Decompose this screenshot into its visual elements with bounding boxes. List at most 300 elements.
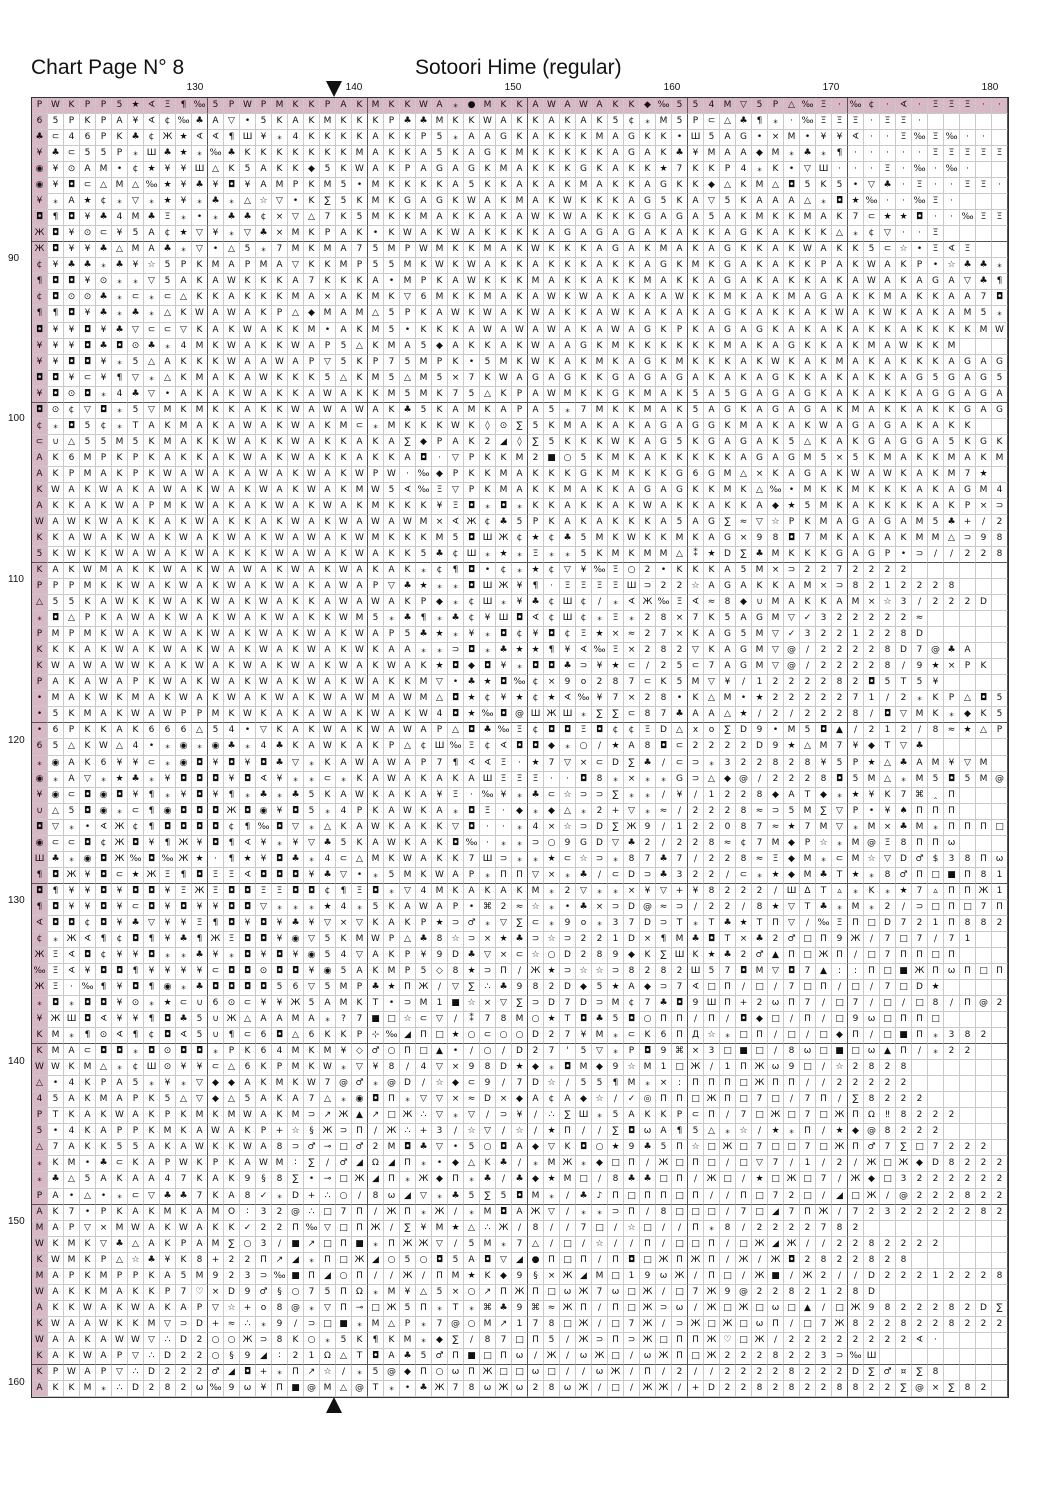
grid-cell: △ <box>64 611 80 627</box>
grid-cell: A <box>112 563 128 579</box>
grid-cell: ◘ <box>624 1253 640 1269</box>
grid-cell: ◘ <box>224 756 240 772</box>
grid-cell: M <box>752 178 768 194</box>
grid-cell: Π <box>688 1189 704 1205</box>
grid-cell: K <box>480 162 496 178</box>
grid-cell: □ <box>896 980 912 996</box>
grid-cell: M <box>752 210 768 226</box>
grid-cell: 4 <box>736 162 752 178</box>
grid-cell: P <box>400 948 416 964</box>
grid-cell: W <box>464 258 480 274</box>
grid-cell: A <box>880 435 896 451</box>
grid-cell: ▽ <box>320 1301 336 1317</box>
grid-cell: 4 <box>704 98 720 114</box>
grid-cell: 5 <box>704 964 720 980</box>
grid-cell: Π <box>736 1189 752 1205</box>
grid-cell: □ <box>640 1253 656 1269</box>
grid-cell: Ш <box>240 130 256 146</box>
grid-cell: Π <box>256 1253 272 1269</box>
grid-cell: A <box>816 274 832 290</box>
grid-cell: ¶ <box>336 884 352 900</box>
grid-cell: △ <box>224 242 240 258</box>
grid-cell: K <box>896 355 912 371</box>
grid-cell: ◘ <box>544 627 560 643</box>
grid-cell: ∑ <box>624 756 640 772</box>
grid-cell: ∪ <box>192 996 208 1012</box>
grid-cell: ∕ <box>752 1253 768 1269</box>
grid-cell: W <box>320 1060 336 1076</box>
grid-cell: K <box>736 371 752 387</box>
grid-cell: ∕ <box>624 1237 640 1253</box>
grid-cell: · <box>976 98 992 114</box>
grid-cell: K <box>80 1076 96 1092</box>
grid-cell: ◘ <box>32 210 48 226</box>
grid-cell: △ <box>112 739 128 755</box>
grid-cell: K <box>896 274 912 290</box>
grid-cell: A <box>656 483 672 499</box>
grid-cell: W <box>240 419 256 435</box>
grid-cell: ⁎ <box>640 114 656 130</box>
grid-cell: ◘ <box>240 1365 256 1381</box>
grid-cell: A <box>192 1124 208 1140</box>
grid-cell: K <box>192 355 208 371</box>
grid-cell: K <box>544 355 560 371</box>
grid-cell: ⊂ <box>688 659 704 675</box>
grid-cell: D <box>496 1060 512 1076</box>
grid-cell: □ <box>736 1156 752 1172</box>
grid-cell: ∕ <box>592 595 608 611</box>
grid-cell: 5 <box>368 611 384 627</box>
grid-cell: ▽ <box>240 226 256 242</box>
grid-cell: ⁎ <box>160 339 176 355</box>
grid-cell: ◢ <box>400 1028 416 1044</box>
grid-cell: ∪ <box>752 595 768 611</box>
grid-cell: K <box>976 707 992 723</box>
grid-cell: Ш <box>704 996 720 1012</box>
grid-cell: K <box>384 403 400 419</box>
grid-cell <box>992 194 1008 210</box>
grid-cell: 5 <box>992 691 1008 707</box>
grid-cell: W <box>80 659 96 675</box>
grid-cell: D <box>752 739 768 755</box>
grid-cell: ☆ <box>864 852 880 868</box>
grid-cell: P <box>128 467 144 483</box>
grid-cell: A <box>192 1237 208 1253</box>
grid-cell: ○ <box>496 1028 512 1044</box>
grid-cell: W <box>816 419 832 435</box>
grid-cell: A <box>224 563 240 579</box>
grid-cell: ◘ <box>288 868 304 884</box>
grid-cell: 8 <box>992 1269 1008 1285</box>
grid-cell: × <box>736 932 752 948</box>
grid-cell: W <box>800 242 816 258</box>
grid-cell: ⁎ <box>288 772 304 788</box>
grid-cell: ▽ <box>176 323 192 339</box>
grid-cell: Π <box>352 1269 368 1285</box>
grid-cell: K <box>592 210 608 226</box>
grid-cell: ⊃ <box>960 531 976 547</box>
grid-cell: △ <box>288 306 304 322</box>
grid-cell: □ <box>736 1028 752 1044</box>
grid-cell: A <box>704 707 720 723</box>
grid-cell: 8 <box>944 1317 960 1333</box>
grid-cell: K <box>176 515 192 531</box>
grid-cell: ◘ <box>48 611 64 627</box>
grid-cell: ¥ <box>112 900 128 916</box>
grid-cell <box>976 1044 992 1060</box>
grid-cell: M <box>272 98 288 114</box>
grid-cell: K <box>864 306 880 322</box>
grid-cell: • <box>352 178 368 194</box>
grid-cell: M <box>368 178 384 194</box>
grid-cell: W <box>336 659 352 675</box>
grid-cell: ▽ <box>432 1060 448 1076</box>
grid-cell: ¥ <box>208 226 224 242</box>
grid-cell: @ <box>288 1301 304 1317</box>
grid-cell: A <box>48 515 64 531</box>
grid-cell: 7 <box>736 1108 752 1124</box>
grid-cell: M <box>416 210 432 226</box>
grid-cell: M <box>720 467 736 483</box>
grid-cell: K <box>832 210 848 226</box>
grid-cell: ∕ <box>688 1012 704 1028</box>
grid-cell: Ж <box>656 1381 672 1397</box>
grid-cell: ◘ <box>464 579 480 595</box>
grid-cell: ¶ <box>144 804 160 820</box>
grid-cell: 5 <box>864 242 880 258</box>
grid-cell: □ <box>720 1044 736 1060</box>
grid-cell: ¥ <box>480 611 496 627</box>
grid-cell: K <box>400 788 416 804</box>
grid-cell: A <box>320 595 336 611</box>
grid-cell: W <box>992 323 1008 339</box>
grid-cell: K <box>352 114 368 130</box>
grid-cell: ⁎ <box>400 1172 416 1188</box>
grid-cell: ◆ <box>224 1076 240 1092</box>
grid-cell: K <box>768 323 784 339</box>
grid-cell: 4 <box>224 723 240 739</box>
grid-cell: G <box>976 435 992 451</box>
grid-cell: K <box>368 643 384 659</box>
grid-cell: K <box>464 419 480 435</box>
grid-cell: Ξ <box>944 146 960 162</box>
grid-cell: A <box>752 371 768 387</box>
grid-cell: G <box>720 306 736 322</box>
grid-cell: 5 <box>128 226 144 242</box>
grid-cell: ¢ <box>80 916 96 932</box>
grid-cell: G <box>736 435 752 451</box>
grid-cell: M <box>448 1269 464 1285</box>
grid-cell: ¥ <box>864 788 880 804</box>
grid-cell: ‰ <box>912 194 928 210</box>
grid-cell: P <box>288 178 304 194</box>
grid-cell: K <box>256 611 272 627</box>
grid-cell: 2 <box>272 1221 288 1237</box>
grid-cell: A <box>272 595 288 611</box>
grid-cell: K <box>464 242 480 258</box>
grid-cell: A <box>304 1012 320 1028</box>
grid-cell: M <box>880 290 896 306</box>
grid-cell: ⁎ <box>352 1317 368 1333</box>
grid-cell: × <box>544 675 560 691</box>
grid-cell: ⁎ <box>272 788 288 804</box>
grid-cell: • <box>80 1156 96 1172</box>
grid-cell: A <box>384 563 400 579</box>
grid-cell: A <box>656 387 672 403</box>
grid-cell: ☆ <box>320 1365 336 1381</box>
grid-cell: 2 <box>848 563 864 579</box>
grid-cell: × <box>672 627 688 643</box>
grid-cell: ⁎ <box>752 868 768 884</box>
grid-cell: ¢ <box>512 531 528 547</box>
grid-cell: M <box>416 371 432 387</box>
grid-cell: □ <box>384 1108 400 1124</box>
grid-cell: M <box>48 691 64 707</box>
grid-cell: ♣ <box>272 756 288 772</box>
grid-cell: M <box>80 707 96 723</box>
grid-cell: Ж <box>720 1140 736 1156</box>
grid-cell: 2 <box>832 1253 848 1269</box>
grid-cell: ▽ <box>480 948 496 964</box>
grid-cell: ∕ <box>800 643 816 659</box>
grid-cell: ★ <box>752 691 768 707</box>
grid-cell: @ <box>352 1381 368 1397</box>
grid-cell: 5 <box>80 1172 96 1188</box>
grid-cell <box>976 836 992 852</box>
grid-cell: A <box>880 258 896 274</box>
grid-cell: ‰ <box>576 691 592 707</box>
grid-cell: K <box>368 739 384 755</box>
grid-cell: 8 <box>736 804 752 820</box>
grid-cell: W <box>160 627 176 643</box>
grid-cell: K <box>336 146 352 162</box>
grid-cell: M <box>400 258 416 274</box>
grid-cell: A <box>656 290 672 306</box>
grid-cell: ¥ <box>416 948 432 964</box>
grid-cell: ‰ <box>416 467 432 483</box>
grid-cell: ¶ <box>224 852 240 868</box>
grid-cell: W <box>128 611 144 627</box>
grid-cell <box>976 1333 992 1349</box>
grid-cell: W <box>48 1060 64 1076</box>
grid-cell: ◘ <box>464 820 480 836</box>
grid-cell: 8 <box>896 1108 912 1124</box>
grid-cell: W <box>880 306 896 322</box>
grid-cell: □ <box>576 1172 592 1188</box>
grid-cell: Ξ <box>608 579 624 595</box>
grid-cell: 7 <box>800 1108 816 1124</box>
grid-cell: P <box>400 1317 416 1333</box>
grid-cell: ▽ <box>832 820 848 836</box>
grid-cell: ∕ <box>784 1012 800 1028</box>
grid-cell: o <box>576 916 592 932</box>
grid-cell: ∕ <box>816 1060 832 1076</box>
grid-cell: Ж <box>496 1381 512 1397</box>
grid-cell: ¶ <box>144 820 160 836</box>
grid-cell: □ <box>496 1365 512 1381</box>
grid-cell: A <box>368 274 384 290</box>
grid-cell: ◢ <box>768 1205 784 1221</box>
grid-cell: ⁎ <box>576 1156 592 1172</box>
grid-cell: ▲ <box>880 1044 896 1060</box>
grid-cell: K <box>720 499 736 515</box>
grid-cell: ∕ <box>656 1285 672 1301</box>
grid-cell: × <box>480 932 496 948</box>
grid-cell: 8 <box>784 1285 800 1301</box>
grid-cell: ω <box>192 1381 208 1397</box>
grid-cell: 6 <box>144 723 160 739</box>
grid-cell: ♣ <box>192 948 208 964</box>
grid-cell: o <box>256 1301 272 1317</box>
grid-cell: A <box>304 739 320 755</box>
grid-cell: K <box>256 1060 272 1076</box>
grid-cell: Π <box>704 1237 720 1253</box>
grid-cell: 2 <box>832 1285 848 1301</box>
grid-cell: Ξ <box>928 146 944 162</box>
grid-cell: K <box>480 371 496 387</box>
grid-cell: □ <box>752 980 768 996</box>
grid-cell: A <box>784 419 800 435</box>
grid-cell: W <box>528 306 544 322</box>
grid-cell: ◘ <box>80 788 96 804</box>
grid-cell: ⁑ <box>464 1012 480 1028</box>
grid-cell: A <box>880 274 896 290</box>
grid-cell: Ж <box>48 1012 64 1028</box>
grid-cell: 2 <box>816 659 832 675</box>
grid-cell: D <box>976 1301 992 1317</box>
grid-cell: K <box>672 274 688 290</box>
grid-cell <box>960 1285 976 1301</box>
grid-cell: × <box>688 1044 704 1060</box>
grid-cell: W <box>160 643 176 659</box>
grid-cell: A <box>256 563 272 579</box>
grid-cell: W <box>608 435 624 451</box>
grid-cell: W <box>304 467 320 483</box>
grid-cell: Ш <box>192 162 208 178</box>
grid-cell: 8 <box>720 1221 736 1237</box>
grid-cell: ¥ <box>528 627 544 643</box>
grid-cell: K <box>624 339 640 355</box>
grid-cell: Ж <box>752 1060 768 1076</box>
grid-cell: 2 <box>688 739 704 755</box>
grid-cell: ⁎ <box>336 1060 352 1076</box>
grid-cell: ¶ <box>144 932 160 948</box>
grid-cell: 8 <box>880 1301 896 1317</box>
grid-cell: K <box>288 467 304 483</box>
grid-cell: A <box>448 403 464 419</box>
grid-cell: ∑ <box>608 707 624 723</box>
grid-cell: W <box>128 707 144 723</box>
grid-cell: W <box>64 515 80 531</box>
grid-cell: W <box>416 242 432 258</box>
grid-cell: K <box>784 274 800 290</box>
grid-cell: M <box>32 1221 48 1237</box>
grid-cell: Π <box>960 820 976 836</box>
grid-cell: Ξ <box>896 114 912 130</box>
grid-cell: ○ <box>304 1333 320 1349</box>
grid-cell: M <box>608 339 624 355</box>
grid-cell: 5 <box>400 627 416 643</box>
grid-cell: K <box>256 435 272 451</box>
grid-cell: 7 <box>336 1205 352 1221</box>
grid-cell: 2 <box>832 691 848 707</box>
grid-cell: 5 <box>368 1365 384 1381</box>
grid-cell: ⁎ <box>144 306 160 322</box>
grid-cell: G <box>608 242 624 258</box>
grid-cell: ◉ <box>352 1092 368 1108</box>
grid-cell: T <box>672 916 688 932</box>
grid-cell: W <box>32 515 48 531</box>
grid-cell: A <box>368 836 384 852</box>
grid-cell: ⁎ <box>224 194 240 210</box>
grid-cell: ∕ <box>864 996 880 1012</box>
grid-cell: 5 <box>336 339 352 355</box>
grid-cell: K <box>384 178 400 194</box>
grid-cell: G <box>624 226 640 242</box>
grid-cell: 7 <box>816 1221 832 1237</box>
grid-cell: · <box>848 162 864 178</box>
grid-cell: ⊃ <box>528 836 544 852</box>
grid-cell: ∕ <box>848 723 864 739</box>
grid-cell: W <box>240 659 256 675</box>
grid-cell: A <box>656 371 672 387</box>
grid-cell: □ <box>880 996 896 1012</box>
grid-cell: K <box>608 483 624 499</box>
grid-cell: G <box>784 451 800 467</box>
grid-cell: ★ <box>608 980 624 996</box>
grid-cell: ◘ <box>912 210 928 226</box>
grid-cell: 2 <box>768 772 784 788</box>
grid-cell: K <box>896 306 912 322</box>
grid-cell: K <box>768 162 784 178</box>
grid-cell: K <box>704 290 720 306</box>
grid-cell: A <box>944 306 960 322</box>
grid-cell: × <box>608 627 624 643</box>
grid-cell: ▽ <box>288 820 304 836</box>
grid-cell: ⁎ <box>384 884 400 900</box>
grid-cell: K <box>64 1301 80 1317</box>
grid-cell: 7 <box>880 1140 896 1156</box>
grid-cell: □ <box>704 1205 720 1221</box>
grid-cell: M <box>416 691 432 707</box>
grid-cell: ¢ <box>528 675 544 691</box>
grid-cell: ★ <box>128 98 144 114</box>
grid-cell: ⁎ <box>544 1189 560 1205</box>
grid-cell: A <box>656 515 672 531</box>
grid-cell: ⁎ <box>608 595 624 611</box>
grid-cell: Ξ <box>480 804 496 820</box>
grid-cell: ◘ <box>96 868 112 884</box>
grid-cell: ⁎ <box>96 258 112 274</box>
grid-cell: Π <box>896 948 912 964</box>
grid-cell: G <box>880 515 896 531</box>
grid-cell: + <box>672 884 688 900</box>
grid-cell: ◘ <box>80 1012 96 1028</box>
grid-cell: W <box>368 723 384 739</box>
grid-cell: ⊃ <box>528 996 544 1012</box>
grid-cell: K <box>400 595 416 611</box>
grid-cell: ♣ <box>96 290 112 306</box>
grid-cell: @ <box>384 1365 400 1381</box>
grid-cell: ∕ <box>784 707 800 723</box>
grid-cell: K <box>144 1092 160 1108</box>
grid-cell: · <box>960 130 976 146</box>
grid-cell: K <box>480 226 496 242</box>
grid-cell: W <box>496 371 512 387</box>
grid-cell: + <box>272 1124 288 1140</box>
grid-cell: 9 <box>272 1317 288 1333</box>
grid-cell: ◘ <box>192 804 208 820</box>
